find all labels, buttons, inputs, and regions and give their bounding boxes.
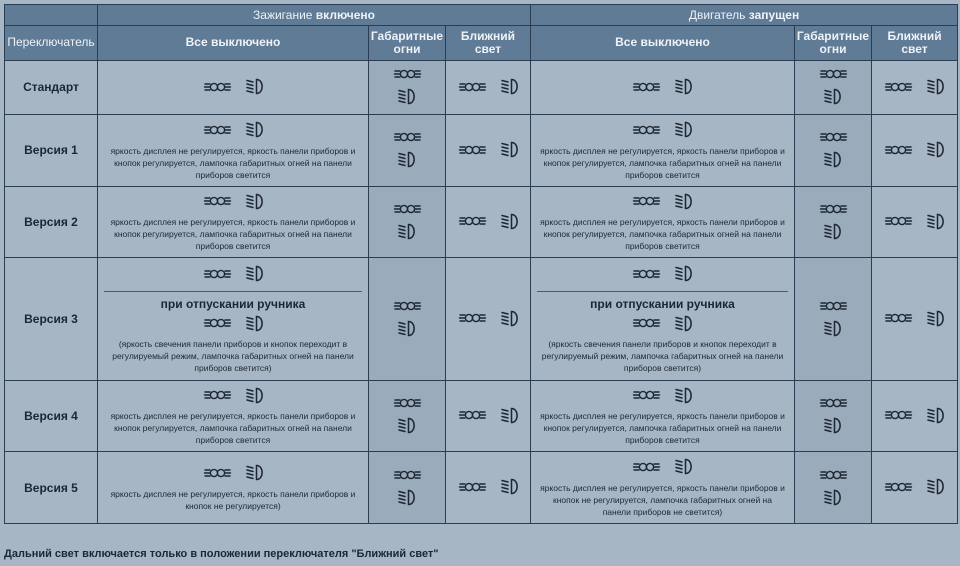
row-label: Версия 4 <box>5 380 98 452</box>
low-beam-icon <box>675 314 693 333</box>
footer-note: Дальний свет включается только в положении переключателя "Ближний свет" <box>4 548 439 560</box>
low-beam-icon <box>501 140 519 159</box>
parking-lights-icon <box>393 397 422 409</box>
low-beam-icon <box>675 192 693 211</box>
header-empty <box>5 5 98 26</box>
parking-lights-icon <box>203 195 232 207</box>
header-parking-ignition: Габаритные огни <box>369 26 446 60</box>
engine-note: (яркость свечения панели приборов и кнопок переходит в регулируемый режим, лампочка габаритных огней на панели приборов светится) <box>541 339 784 373</box>
low-beam-icon <box>246 463 264 482</box>
parking-lights-icon <box>203 389 232 401</box>
table-row <box>5 186 958 258</box>
parking-lights-icon <box>203 317 232 329</box>
parking-lights-icon <box>458 481 487 493</box>
parking-lights-icon <box>884 409 913 421</box>
parking-lights-icon <box>393 131 422 143</box>
low-beam-icon <box>246 314 264 333</box>
low-beam-icon <box>927 406 945 425</box>
handbrake-title: при отпускании ручника <box>160 296 306 311</box>
lighting-table <box>4 4 958 524</box>
parking-lights-icon <box>458 409 487 421</box>
low-beam-icon <box>675 120 693 139</box>
ignition-note: яркость дисплея не регулируется, яркость панели приборов и кнопок не регулируется) <box>110 488 356 511</box>
parking-lights-icon <box>632 268 661 280</box>
header-ignition-on: Зажигание включено <box>98 5 531 26</box>
parking-lights-icon <box>632 317 661 329</box>
parking-lights-icon <box>819 203 848 215</box>
parking-lights-icon <box>203 124 232 136</box>
parking-lights-icon <box>632 461 661 473</box>
low-beam-icon <box>675 386 693 405</box>
low-beam-icon <box>501 477 519 496</box>
parking-lights-icon <box>819 397 848 409</box>
low-beam-icon <box>824 150 842 169</box>
low-beam-icon <box>398 222 416 241</box>
parking-lights-icon <box>632 389 661 401</box>
low-beam-icon <box>246 386 264 405</box>
engine-note: яркость дисплея не регулируется, яркость панели приборов и кнопок регулируется, лампочка габаритных огней на панели приборов светится <box>540 411 785 446</box>
header-all-off-engine: Все выключено <box>531 26 795 60</box>
low-beam-icon <box>246 120 264 139</box>
low-beam-icon <box>675 264 693 283</box>
parking-lights-icon <box>458 215 487 227</box>
low-beam-icon <box>398 488 416 507</box>
ignition-note: яркость дисплея не регулируется, яркость панели приборов и кнопок регулируется, лампочка габаритных огней на панели приборов светится <box>110 145 356 180</box>
parking-lights-icon <box>458 144 487 156</box>
parking-lights-icon <box>203 268 232 280</box>
low-beam-icon <box>501 212 519 231</box>
parking-lights-icon <box>884 481 913 493</box>
row-label: Версия 3 <box>5 258 98 380</box>
low-beam-icon <box>927 477 945 496</box>
table-row <box>5 60 958 115</box>
header-parking-engine: Габаритные огни <box>795 26 872 60</box>
parking-lights-icon <box>819 469 848 481</box>
low-beam-icon <box>501 309 519 328</box>
low-beam-icon <box>246 77 264 96</box>
parking-lights-icon <box>203 81 232 93</box>
low-beam-icon <box>927 309 945 328</box>
low-beam-icon <box>927 77 945 96</box>
parking-lights-icon <box>884 312 913 324</box>
table-row <box>5 380 958 452</box>
parking-lights-icon <box>819 300 848 312</box>
low-beam-icon <box>824 319 842 338</box>
parking-lights-icon <box>884 81 913 93</box>
row-label: Стандарт <box>5 60 98 115</box>
parking-lights-icon <box>884 144 913 156</box>
row-label: Версия 2 <box>5 186 98 258</box>
header-engine-running: Двигатель запущен <box>531 5 958 26</box>
engine-note: яркость дисплея не регулируется, яркость панели приборов и кнопок регулируется, лампочка габаритных огней на панели приборов светится <box>540 217 785 252</box>
parking-lights-icon <box>458 312 487 324</box>
header-switch: Переключатель <box>5 26 98 60</box>
low-beam-icon <box>501 77 519 96</box>
low-beam-icon <box>824 416 842 435</box>
low-beam-icon <box>927 140 945 159</box>
low-beam-icon <box>398 319 416 338</box>
low-beam-icon <box>824 222 842 241</box>
header-all-off-ignition: Все выключено <box>98 26 369 60</box>
divider <box>537 291 788 292</box>
low-beam-icon <box>675 77 693 96</box>
table-row <box>5 452 958 524</box>
handbrake-title: при отпускании ручника <box>590 296 735 311</box>
ignition-note: яркость дисплея не регулируется, яркость панели приборов и кнопок регулируется, лампочка габаритных огней на панели приборов светится <box>110 217 356 252</box>
low-beam-icon <box>398 416 416 435</box>
low-beam-icon <box>246 192 264 211</box>
parking-lights-icon <box>393 68 422 80</box>
low-beam-icon <box>398 150 416 169</box>
parking-lights-icon <box>393 300 422 312</box>
low-beam-icon <box>824 87 842 106</box>
header-low-beam-engine: Ближний свет <box>872 26 958 60</box>
parking-lights-icon <box>819 68 848 80</box>
low-beam-icon <box>927 212 945 231</box>
parking-lights-icon <box>632 81 661 93</box>
low-beam-icon <box>501 406 519 425</box>
row-label: Версия 5 <box>5 452 98 524</box>
low-beam-icon <box>398 87 416 106</box>
parking-lights-icon <box>458 81 487 93</box>
engine-note: яркость дисплея не регулируется, яркость панели приборов и кнопок регулируется, лампочка габаритных огней на панели приборов светится <box>540 145 785 180</box>
parking-lights-icon <box>632 195 661 207</box>
low-beam-icon <box>246 264 264 283</box>
parking-lights-icon <box>393 469 422 481</box>
header-low-beam-ignition: Ближний свет <box>446 26 531 60</box>
parking-lights-icon <box>632 124 661 136</box>
parking-lights-icon <box>819 131 848 143</box>
table-row <box>5 115 958 187</box>
parking-lights-icon <box>884 215 913 227</box>
low-beam-icon <box>824 488 842 507</box>
parking-lights-icon <box>393 203 422 215</box>
row-label: Версия 1 <box>5 115 98 187</box>
table-row <box>5 258 958 380</box>
low-beam-icon <box>675 457 693 476</box>
ignition-note: (яркость свечения панели приборов и кнопок переходит в регулируемый режим, лампочка габаритных огней на панели приборов светится) <box>112 339 354 373</box>
divider <box>104 291 362 292</box>
parking-lights-icon <box>203 467 232 479</box>
engine-note: яркость дисплея не регулируется, яркость панели приборов и кнопок не регулируется, лампочка габаритных огней на панели приборов не светится) <box>540 482 785 517</box>
ignition-note: яркость дисплея не регулируется, яркость панели приборов и кнопок регулируется, лампочка габаритных огней на панели приборов светится <box>110 411 356 446</box>
